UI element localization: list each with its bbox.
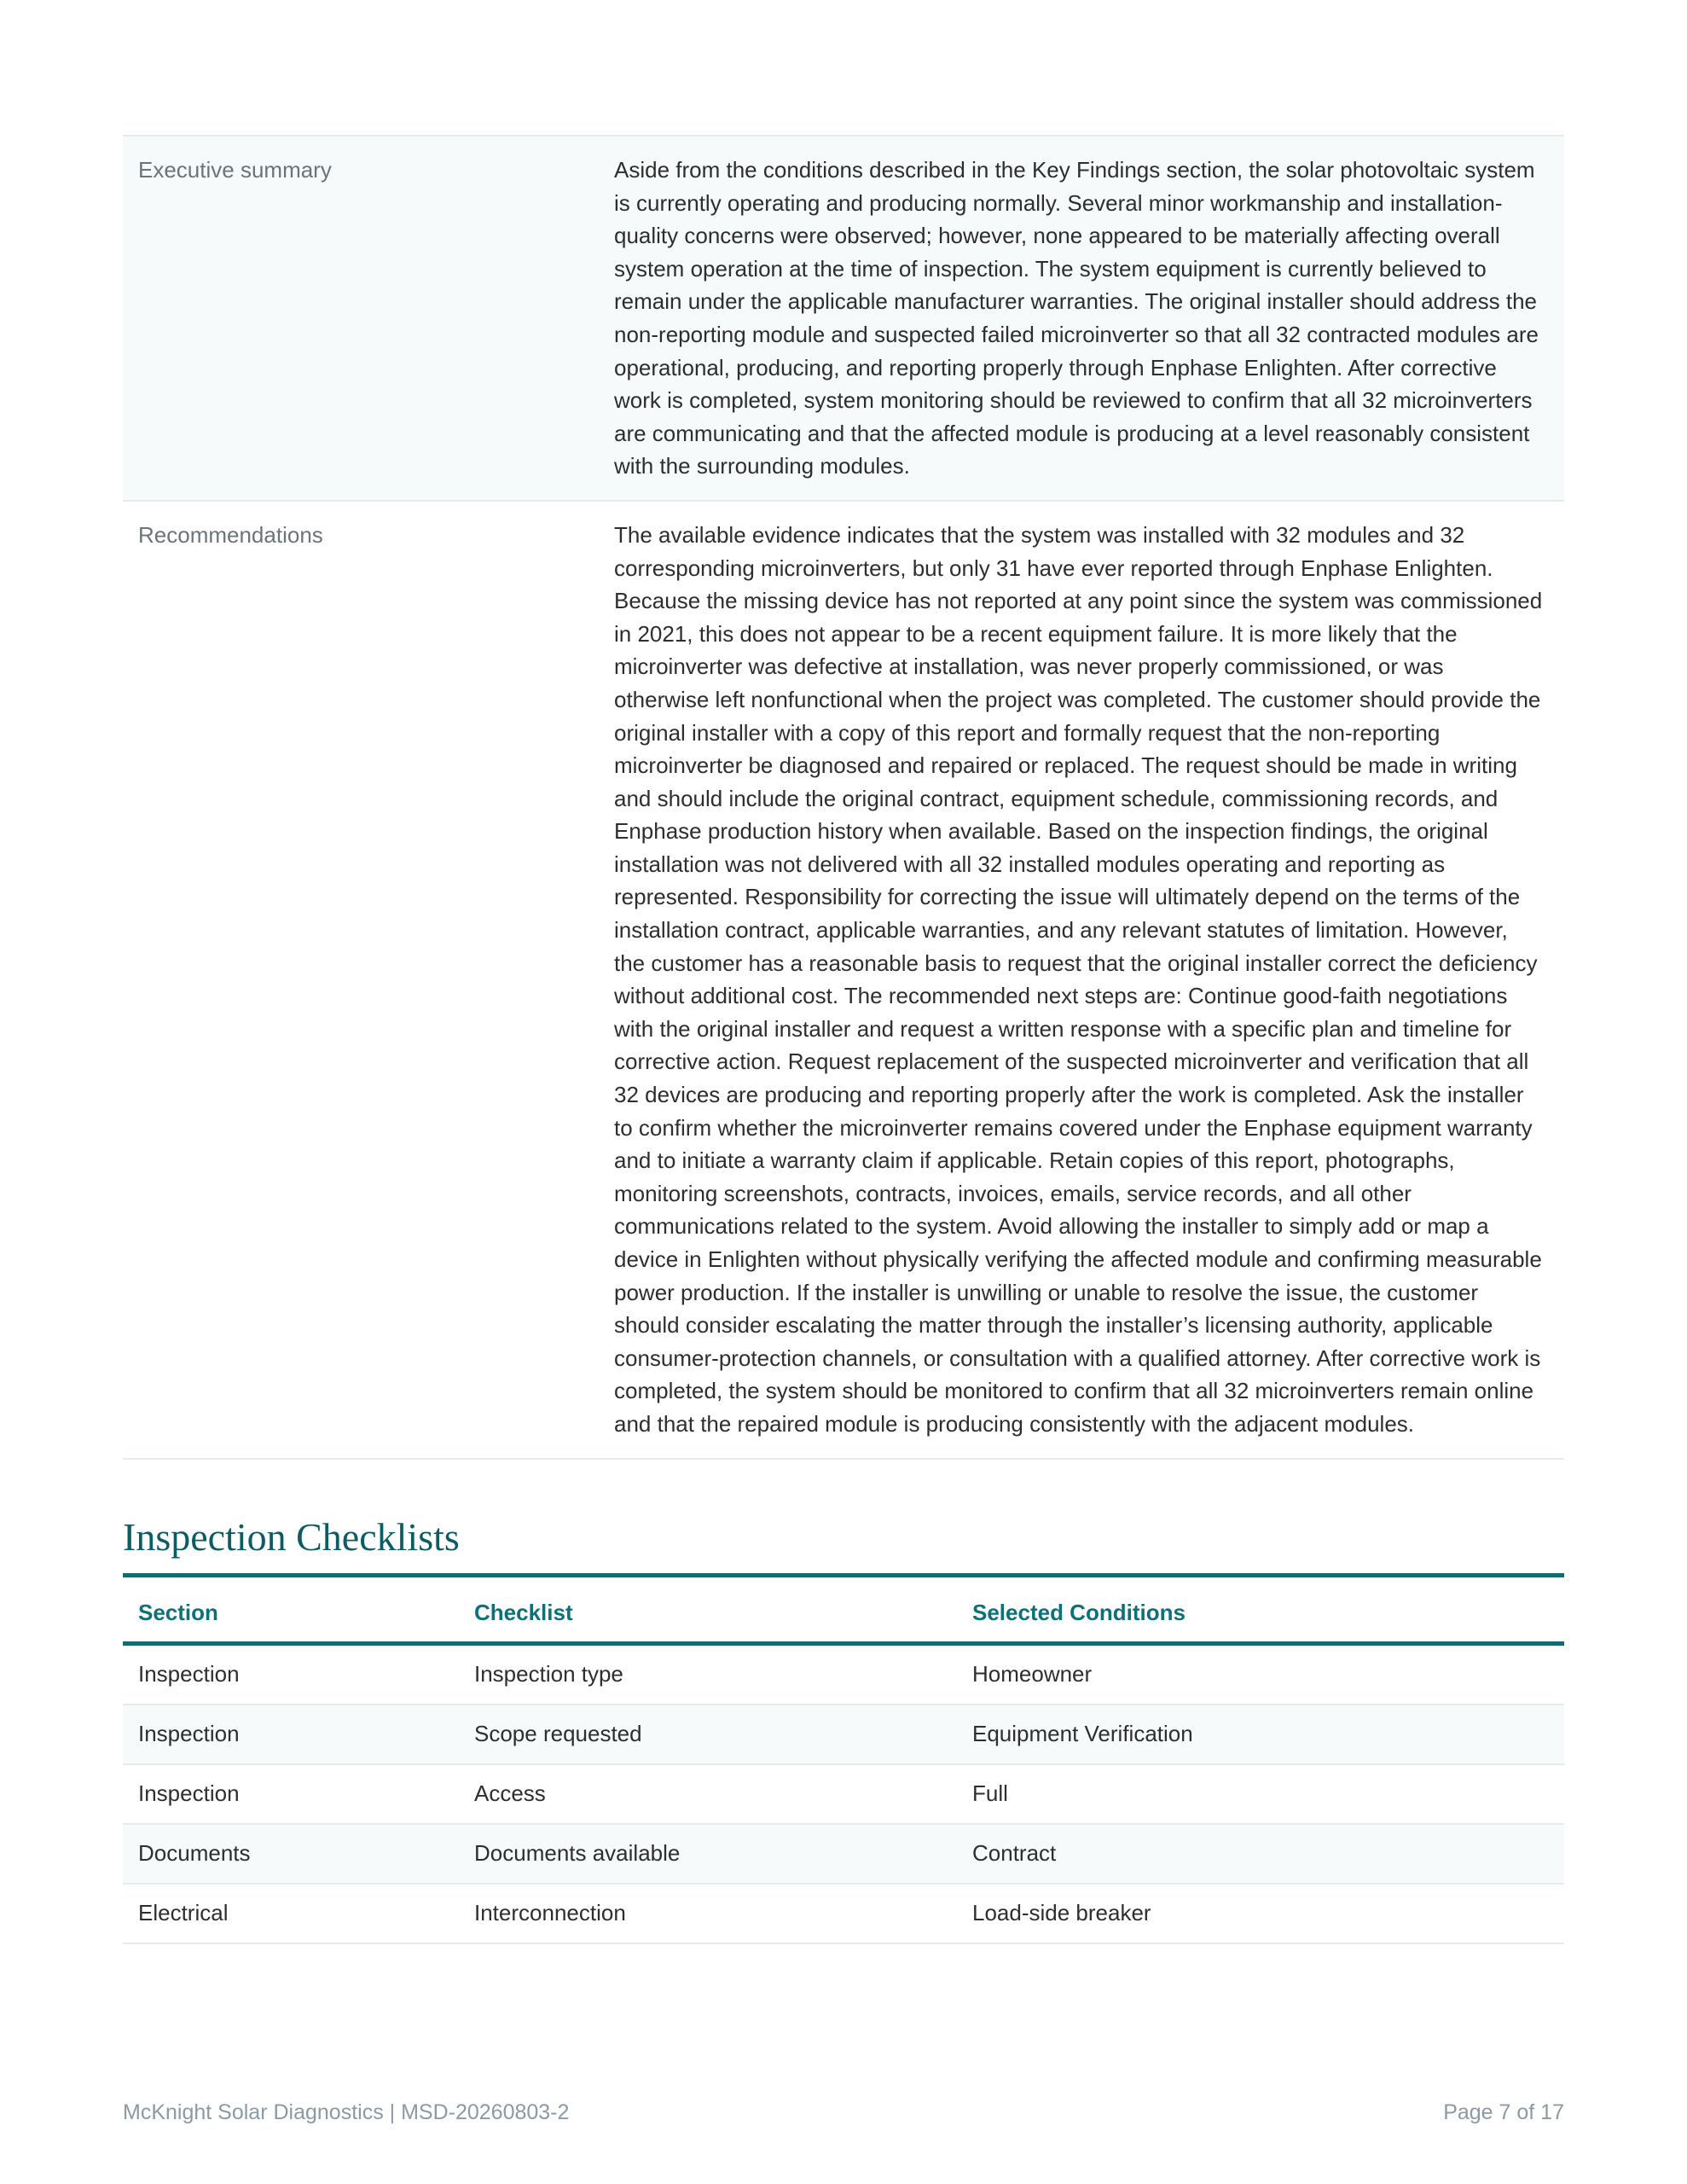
cell-condition: Contract [957, 1824, 1564, 1884]
column-header-conditions: Selected Conditions [957, 1577, 1564, 1644]
report-page [123, 135, 1564, 1944]
cell-checklist: Documents available [459, 1824, 957, 1884]
cell-condition: Homeowner [957, 1643, 1564, 1705]
page-number: Page 7 of 17 [1443, 2100, 1564, 2124]
section-heading: Inspection Checklists [123, 1514, 1564, 1577]
cell-checklist: Scope requested [459, 1705, 957, 1764]
cell-section: Inspection [123, 1705, 459, 1764]
cell-section: Inspection [123, 1643, 459, 1705]
cell-section: Documents [123, 1824, 459, 1884]
cell-section: Inspection [123, 1764, 459, 1824]
summary-row-recommendations [123, 502, 1564, 1460]
summary-table [123, 135, 1564, 1460]
table-row [123, 1643, 1564, 1705]
table-row [123, 1884, 1564, 1943]
summary-label: Recommendations [138, 521, 323, 548]
table-row [123, 1824, 1564, 1884]
cell-condition: Load-side breaker [957, 1884, 1564, 1943]
summary-text: Aside from the conditions described in the Key Findings section, the solar photovoltaic system is currently operating and producing normally. Several minor workmanship and installation-quality concerns were observed; however, none appeared to be materially affecting overall system operation at the time of inspection. The system equipment is currently believed to remain under the applicable manufacturer warranties. The original installer should address the non-reporting module and suspected failed microinverter so that all 32 contracted modules are operational, producing, and reporting properly through Enphase Enlighten. After corrective work is completed, system monitoring should be reviewed to confirm that all 32 microinverters are communicating and that the affected module is producing at a level reasonably consistent with the surrounding modules. [614, 157, 1539, 479]
cell-condition: Equipment Verification [957, 1705, 1564, 1764]
summary-text: The available evidence indicates that the system was installed with 32 modules and 32 corresponding microinverters, but only 31 have ever reported through Enphase Enlighten. Because the missing device has not reported at any point since the system was commissioned in 2021, this does not appear to be a recent equipment failure. It is more likely that the microinverter was defective at installation, was never properly commissioned, or was otherwise left nonfunctional when the project was completed. The customer should provide the original installer with a copy of this report and formally request that the non-reporting microinverter be diagnosed and repaired or replaced. The request should be made in writing and should include the original contract, equipment schedule, commissioning records, and Enphase production history when available. Based on the inspection findings, the original installation was not delivered with all 32 installed modules operating and reporting as represented. Responsibility for correcting the issue will ultimately depend on the terms of the installation contract, applicable warranties, and any relevant statutes of limitation. However, the customer has a reasonable basis to request that the original installer correct the deficiency without additional cost. The recommended next steps are: Continue good-faith negotiations with the original installer and request a written response with a specific plan and timeline for corrective action. Request replacement of the suspected microinverter and verification that all 32 devices are producing and reporting properly after the work is completed. Ask the installer to confirm whether the microinverter remains covered under the Enphase equipment warranty and to initiate a warranty claim if applicable. Retain copies of this report, photographs, monitoring screenshots, contracts, invoices, emails, service records, and all other communications related to the system. Avoid allowing the installer to simply add or map a device in Enlighten without physically verifying the affected module and confirming measurable power production. If the installer is unwilling or unable to resolve the issue, the customer should consider escalating the matter through the installer’s licensing authority, applicable consumer-protection channels, or consultation with a qualified attorney. After corrective work is completed, the system should be monitored to confirm that all 32 microinverters remain online and that the repaired module is producing consistently with the adjacent modules. [614, 521, 1543, 1437]
column-header-section: Section [123, 1577, 459, 1644]
cell-checklist: Access [459, 1764, 957, 1824]
checklist-table [123, 1577, 1564, 1944]
cell-condition: Full [957, 1764, 1564, 1824]
table-header-row [123, 1577, 1564, 1644]
cell-checklist: Interconnection [459, 1884, 957, 1943]
column-header-checklist: Checklist [459, 1577, 957, 1644]
summary-label: Executive summary [138, 157, 332, 183]
cell-section: Electrical [123, 1884, 459, 1943]
table-row [123, 1764, 1564, 1824]
cell-checklist: Inspection type [459, 1643, 957, 1705]
footer-company: McKnight Solar Diagnostics | MSD-20260803-2 [123, 2100, 570, 2124]
page-footer [123, 2100, 1564, 2125]
summary-row-executive [123, 136, 1564, 502]
table-row [123, 1705, 1564, 1764]
